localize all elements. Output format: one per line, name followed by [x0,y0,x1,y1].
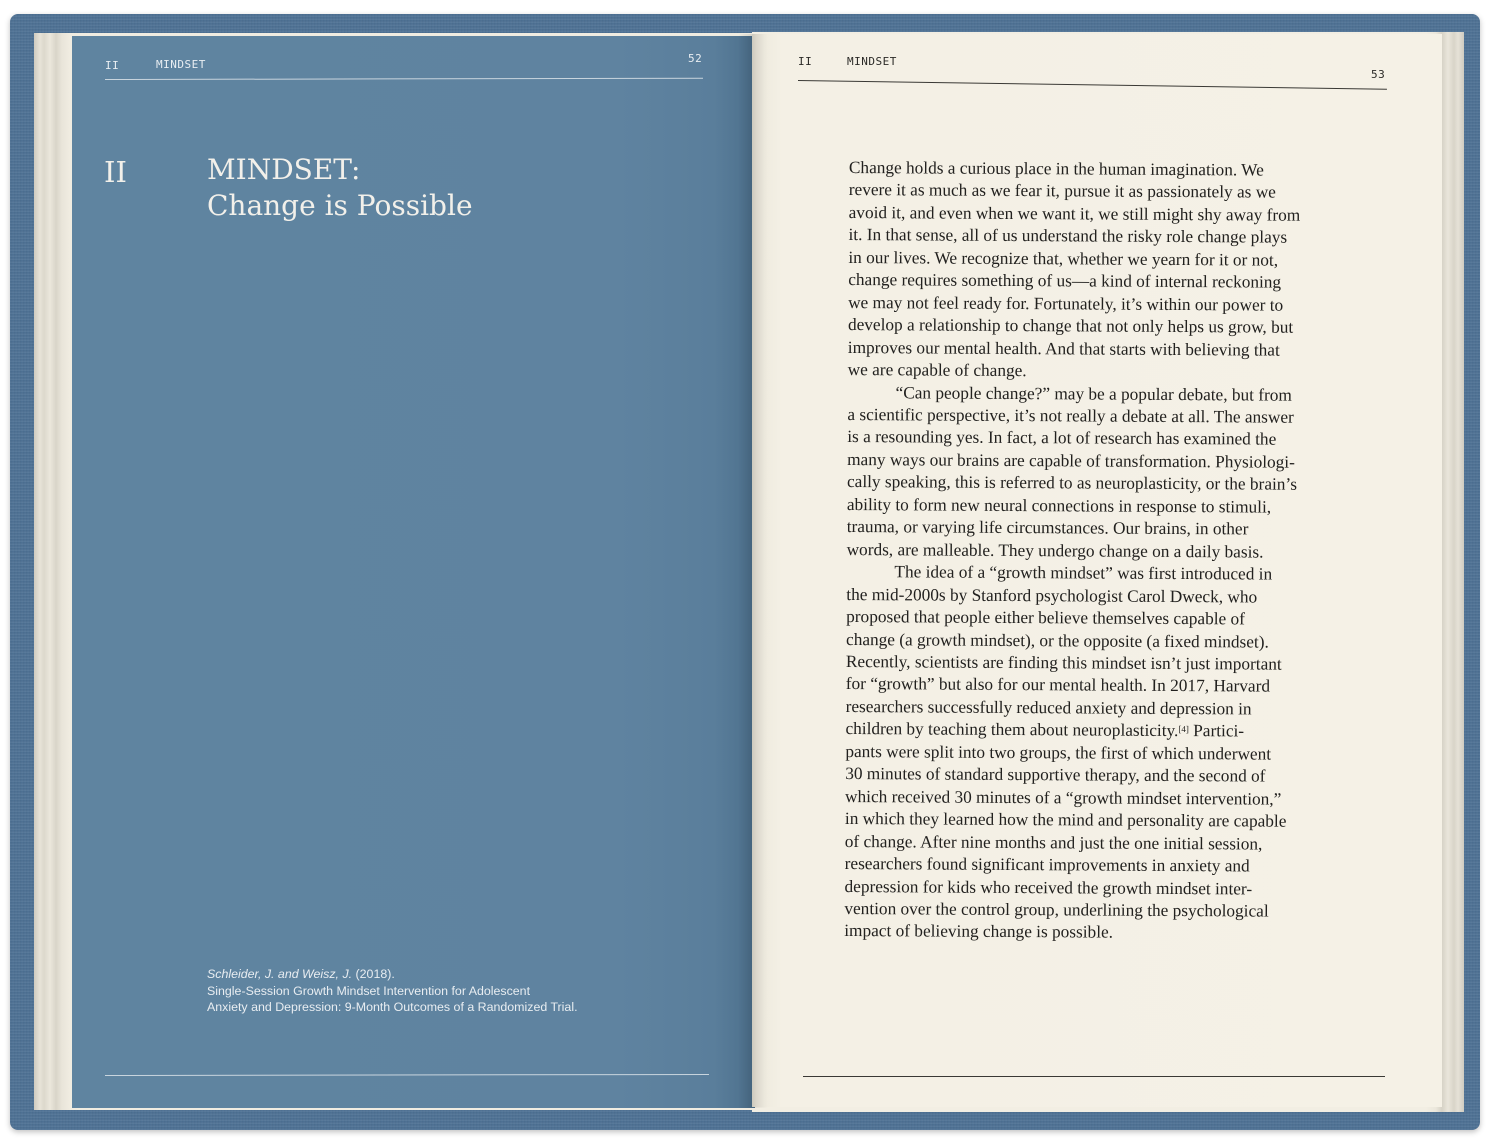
citation-authors: Schleider, J. and Weisz, J. [207,967,353,981]
body-line: “Can people change?” may be a popular debate, but from [895,382,1292,405]
left-running-head-section: II [105,59,120,72]
body-line [845,718,1331,743]
body-line: proposed that people either believe themselves capable of [846,607,1246,629]
body-line: researchers successfully reduced anxiety and depression in [845,696,1252,719]
chapter-title [207,152,473,224]
body-line: Change holds a curious place in the human imagination. We [848,157,1264,180]
body-text [844,157,1335,946]
body-line: change (a growth mindset), or the opposite (a fixed mindset). [845,629,1269,652]
body-line: pants were split into two groups, the first of which underwent [845,741,1272,764]
right-page-number: 53 [1371,68,1386,81]
body-line: a scientific perspective, it’s not really a debate at all. The answer [847,404,1294,427]
body-line: many ways our brains are capable of transformation. Physiologi- [847,449,1295,472]
body-line: in our lives. We recognize that, whether we yearn for it or not, [848,247,1279,270]
citation-line3: Anxiety and Depression: 9-Month Outcomes of a Randomized Trial. [207,1000,578,1014]
footnote-reference[interactable]: [4] [1178,724,1189,735]
right-footer-rule [803,1076,1385,1077]
body-line: which received 30 minutes of a “growth mindset intervention,” [845,786,1282,809]
body-line: revere it as much as we fear it, pursue it as passionately as we [848,180,1276,203]
right-running-head-section: II [798,55,813,68]
body-line: is a resounding yes. In fact, a lot of research has examined the [847,427,1277,450]
body-line: change requires something of us—a kind of internal reckoning [848,270,1282,292]
body-line: of change. After nine months and just the one initial session, [844,831,1263,854]
body-line: Recently, scientists are finding this mindset isn’t just important [845,651,1282,674]
chapter-title-line1: MINDSET: [207,153,361,186]
body-line: trauma, or varying life circumstances. Our brains, in other [846,517,1249,539]
body-line: impact of believing change is possible. [844,921,1114,943]
left-page-number: 52 [688,52,703,65]
body-line-tail: Partici- [1188,721,1245,741]
body-line: it. In that sense, all of us understand the risky role change plays [848,225,1288,248]
body-line: 30 minutes of standard supportive therapy, and the second of [845,764,1266,786]
body-line: ability to form new neural connections in response to stimuli, [846,494,1272,517]
body-line: develop a relationship to change that not only helps us grow, but [847,315,1294,337]
citation-year: (2018). [352,967,395,981]
citation [207,966,637,1016]
citation-line1 [207,966,637,983]
body-line-text: children by teaching them about neuroplasticity. [845,719,1179,741]
body-line: words, are malleable. They undergo change on a daily basis. [846,539,1264,562]
left-running-head-title: MINDSET [156,58,206,71]
body-line: we are capable of change. [847,360,1027,381]
body-line: we may not feel ready for. Fortunately, it’s within our power to [848,292,1284,315]
body-line: researchers found significant improvements in anxiety and [844,854,1250,876]
body-line: improves our mental health. And that starts with believing that [847,337,1280,360]
body-line: the mid-2000s by Stanford psychologist Carol Dweck, who [846,584,1258,607]
body-line: avoid it, and even when we want it, we still might shy away from [848,202,1301,225]
body-line: cally speaking, this is referred to as neuroplasticity, or the brain’s [846,472,1298,495]
body-line: for “growth” but also for our mental health. In 2017, Harvard [845,674,1271,697]
citation-line2: Single-Session Growth Mindset Intervention for Adolescent [207,983,531,998]
body-line: depression for kids who received the growth mindset inter- [844,876,1253,898]
chapter-number: II [104,155,127,189]
body-line: The idea of a “growth mindset” was first introduced in [894,562,1273,584]
right-running-head-title: MINDSET [847,55,897,68]
body-line: in which they learned how the mind and personality are capable [844,809,1287,831]
chapter-title-line2: Change is Possible [207,189,473,222]
body-line: vention over the control group, underlining the psychological [844,898,1269,921]
